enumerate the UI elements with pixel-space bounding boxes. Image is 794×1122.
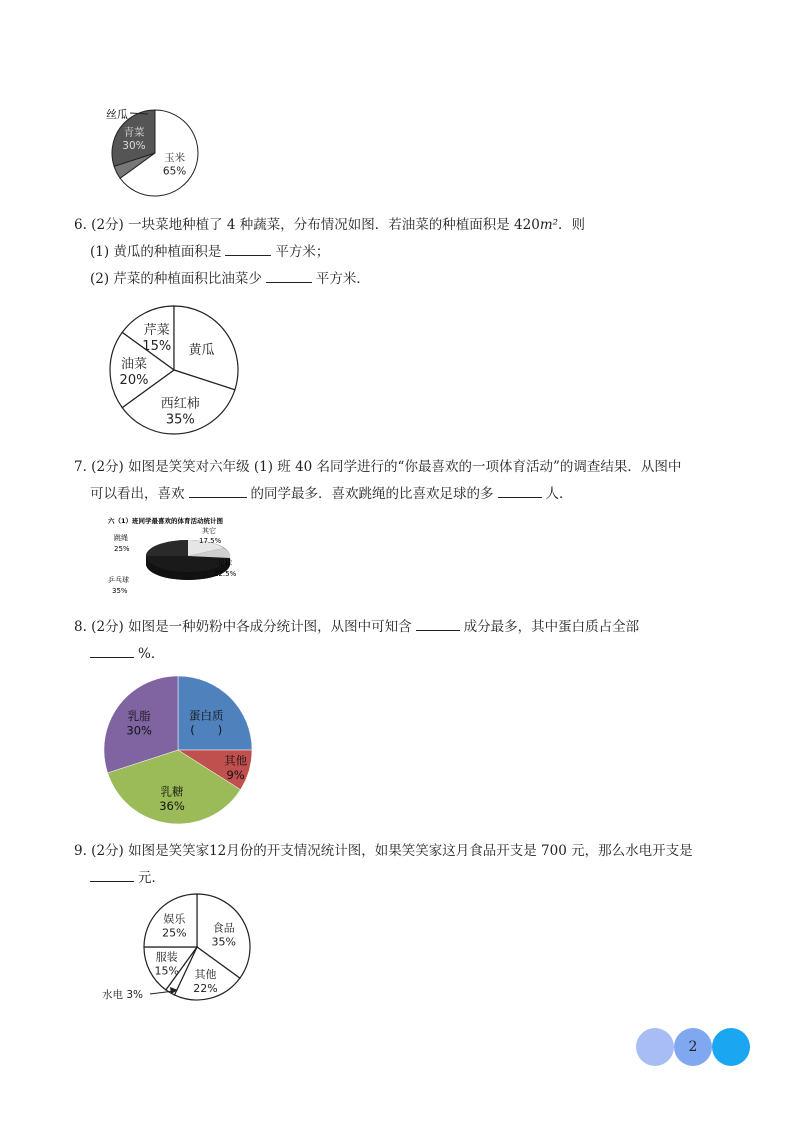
q7-answer-blank-1[interactable] bbox=[189, 483, 247, 498]
page-dot-middle bbox=[674, 1028, 712, 1066]
q7-stem: 7. (2分) 如图是笑笑对六年级 (1) 班 40 名同学进行的“你最喜欢的一项体育活动”的调查结果．从图中 bbox=[74, 459, 682, 475]
pie-label-2: 乳糖 bbox=[160, 784, 184, 799]
q7-value-other: 17.5% bbox=[199, 537, 222, 545]
pie-label-3: 乳脂 bbox=[127, 708, 151, 723]
q8-line2-b: %． bbox=[138, 646, 165, 662]
q8-line2 bbox=[74, 641, 639, 668]
q9-pie-chart bbox=[100, 890, 260, 1008]
page-dot-left bbox=[636, 1028, 674, 1066]
pie-value-0: 35% bbox=[211, 935, 236, 949]
q9-line2 bbox=[74, 865, 693, 892]
q6-part2-unit: 平方米． bbox=[315, 271, 370, 287]
q6-unit: m² bbox=[539, 217, 559, 233]
q7-chart-title: 六（1）班同学最喜欢的体育活动统计图 bbox=[108, 517, 224, 525]
q7-line2-b: 的同学最多．喜欢跳绳的比喜欢足球的多 bbox=[250, 486, 494, 502]
q7-label-rope: 跳绳 bbox=[114, 534, 128, 542]
pie-label-1: 其他 bbox=[224, 753, 248, 768]
pie-label-0: 食品 bbox=[212, 921, 235, 935]
q7-line2-a: 可以看出，喜欢 bbox=[90, 486, 185, 502]
pie-value-0: ( ) bbox=[190, 723, 223, 738]
pie-label-2: 西红柿 bbox=[160, 396, 200, 412]
q7-line2-c: 人． bbox=[545, 486, 573, 502]
pie-label-1: 青菜 bbox=[123, 126, 145, 139]
q8-line1-b: 成分最多，其中蛋白质占全部 bbox=[463, 619, 640, 635]
q6-answer-blank-2[interactable] bbox=[266, 268, 312, 283]
pie-label-2: 玉米 bbox=[164, 151, 186, 164]
question-8 bbox=[74, 614, 639, 668]
pie-value-2: 36% bbox=[159, 799, 185, 814]
q7-value-football: 22.5% bbox=[214, 570, 237, 578]
page-number-badge bbox=[636, 1028, 754, 1068]
pie-value-2: 35% bbox=[165, 412, 195, 428]
pie-value-3: 30% bbox=[126, 723, 152, 738]
pie-value-3: 20% bbox=[119, 373, 149, 388]
vegetable-pie-chart-top bbox=[100, 104, 210, 204]
q6-answer-blank-1[interactable] bbox=[225, 241, 271, 256]
q7-answer-blank-2[interactable] bbox=[498, 483, 542, 498]
pie-label-1: 黄瓜 bbox=[188, 343, 215, 359]
q8-pie-chart bbox=[102, 674, 254, 826]
q6-part1-unit: 平方米； bbox=[275, 244, 330, 260]
q8-line1-a: 8. (2分) 如图是一种奶粉中各成分统计图，从图中可知含 bbox=[74, 619, 412, 635]
q8-answer-blank-2[interactable] bbox=[90, 643, 134, 658]
pie-value-2: 65% bbox=[162, 165, 187, 178]
q8-answer-blank-1[interactable] bbox=[416, 616, 460, 631]
page-dot-right bbox=[712, 1028, 750, 1066]
q7-value-pingpong: 35% bbox=[112, 587, 128, 595]
pie-value-0: 15% bbox=[142, 339, 172, 355]
question-6 bbox=[74, 212, 585, 293]
q7-label-other: 其它 bbox=[202, 527, 216, 535]
q6-stem bbox=[74, 212, 585, 239]
question-9 bbox=[74, 838, 693, 892]
q8-line1 bbox=[74, 614, 639, 641]
pie-value-1: 22% bbox=[193, 981, 218, 995]
q9-answer-blank[interactable] bbox=[90, 867, 134, 882]
q6-pie-chart bbox=[100, 298, 250, 442]
pie-value-3: 15% bbox=[154, 964, 179, 978]
q7-pie-chart bbox=[106, 514, 252, 598]
pie-label-1: 其他 bbox=[194, 967, 217, 981]
pie-label-sigua: 丝瓜 bbox=[106, 108, 128, 121]
page-number: 2 bbox=[688, 1039, 698, 1055]
q6-part1 bbox=[74, 239, 585, 266]
q6-part2-text: (2) 芹菜的种植面积比油菜少 bbox=[90, 271, 262, 287]
q7-label-pingpong: 乒乓球 bbox=[108, 576, 129, 584]
pie-value-1: 30% bbox=[122, 140, 146, 153]
q9-callout-label: 水电 3% bbox=[102, 989, 143, 1001]
pie-label-3: 服装 bbox=[155, 950, 178, 964]
q7-label-football: 足球 bbox=[218, 559, 232, 567]
q6-stem-end: ．则 bbox=[558, 217, 586, 233]
q6-stem-text: 6. (2分) 一块菜地种植了 4 种蔬菜，分布情况如图．若油菜的种植面积是 420 bbox=[74, 217, 540, 233]
pie-label-0: 蛋白质 bbox=[189, 708, 224, 723]
question-7 bbox=[74, 454, 681, 508]
pie-label-4: 娱乐 bbox=[163, 912, 186, 926]
q7-line2 bbox=[74, 481, 681, 508]
q6-part1-text: (1) 黄瓜的种植面积是 bbox=[90, 244, 222, 260]
q9-stem: 9. (2分) 如图是笑笑家12月份的开支情况统计图，如果笑笑家这月食品开支是 700 元，那么水电开支是 bbox=[74, 843, 693, 859]
pie-label-3: 油菜 bbox=[120, 357, 148, 372]
q7-value-rope: 25% bbox=[114, 545, 130, 553]
pie-value-4: 25% bbox=[162, 926, 187, 940]
pie-label-0: 芹菜 bbox=[143, 323, 170, 339]
q9-line2-b: 元． bbox=[138, 870, 165, 886]
pie-value-1: 9% bbox=[226, 768, 245, 783]
q6-part2 bbox=[74, 266, 585, 293]
